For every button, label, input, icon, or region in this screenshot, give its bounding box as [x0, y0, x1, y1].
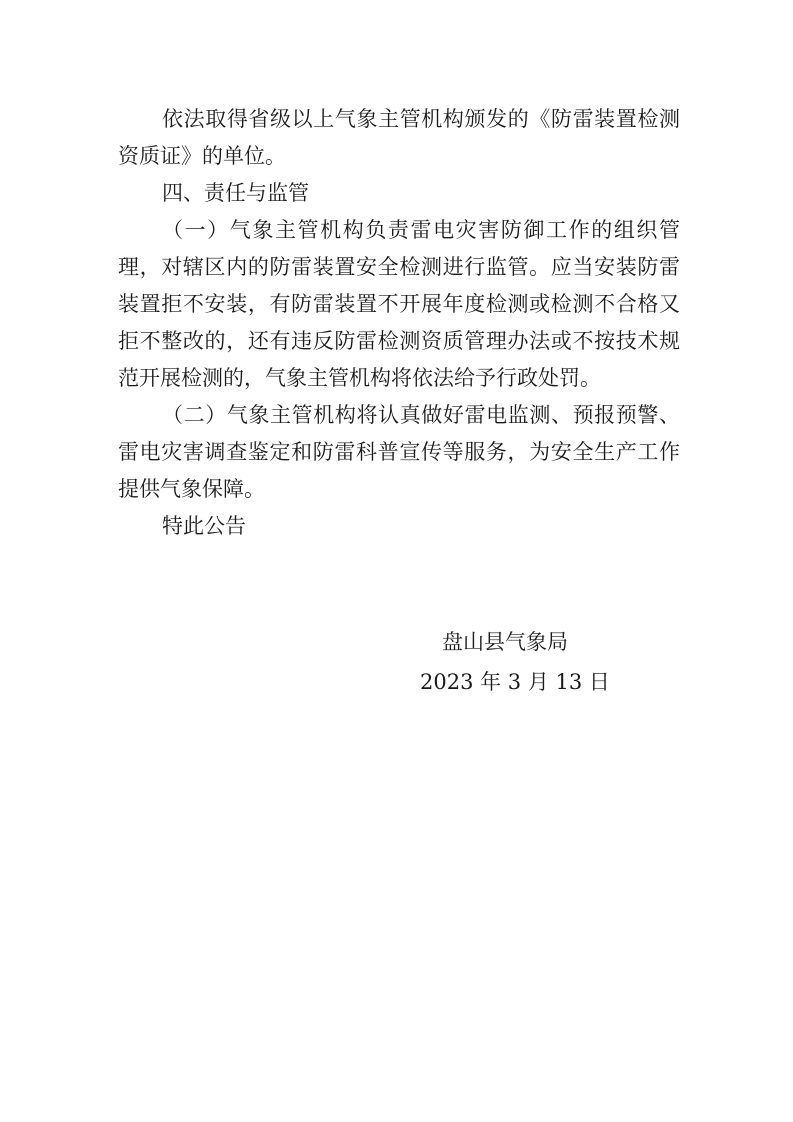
body-line: （二）气象主管机构将认真做好雷电监测、预报预警、: [162, 403, 680, 427]
body-line: 理，对辖区内的防雷装置安全检测进行监管。应当安装防雷: [118, 255, 680, 279]
issuing-organization: 盘山县气象局: [442, 630, 568, 654]
body-line: 装置拒不安装，有防雷装置不开展年度检测或检测不合格又: [118, 292, 680, 316]
closing-line: 特此公告: [162, 514, 246, 538]
document-body: [118, 101, 680, 545]
body-line: 依法取得省级以上气象主管机构颁发的《防雷装置检测: [162, 107, 680, 131]
body-line: 拒不整改的，还有违反防雷检测资质管理办法或不按技术规: [118, 329, 680, 353]
body-line: 资质证》的单位。: [118, 144, 286, 168]
section-heading: 四、责任与监管: [162, 181, 309, 205]
body-line: 范开展检测的，气象主管机构将依法给予行政处罚。: [118, 366, 601, 390]
body-line: 雷电灾害调查鉴定和防雷科普宣传等服务，为安全生产工作: [118, 440, 680, 464]
body-line: 提供气象保障。: [118, 477, 265, 501]
issue-date: 2023 年 3 月 13 日: [420, 670, 610, 694]
body-line: （一）气象主管机构负责雷电灾害防御工作的组织管: [162, 218, 680, 242]
